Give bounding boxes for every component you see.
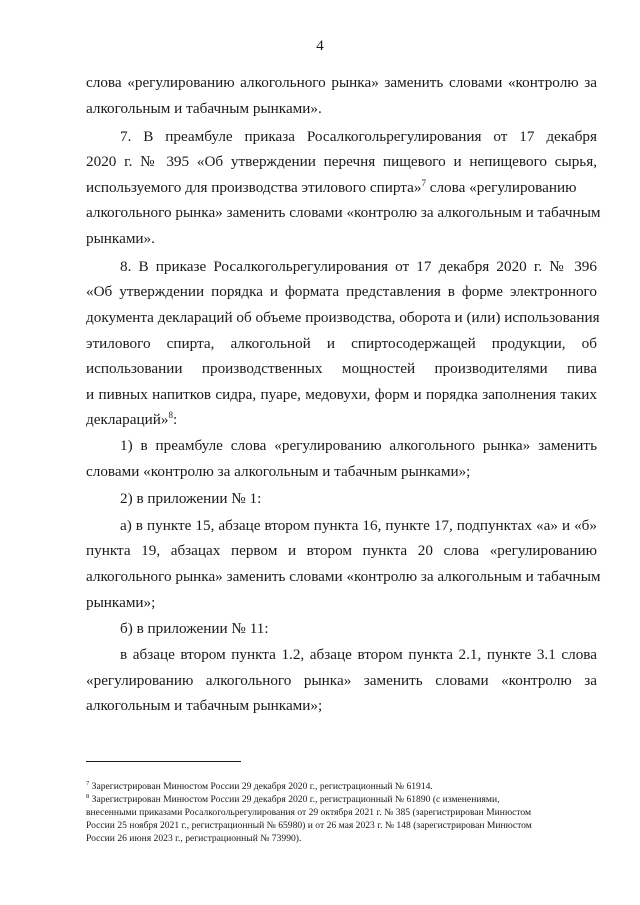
footnote-8-line: внесенными приказами Росалкогольрегулирования от 29 октября 2021 г. № 385 (зарегистрирован Минюстом xyxy=(86,807,532,818)
text-line: словами «контролю за алкогольным и табачным рынками»; xyxy=(86,463,471,480)
footnote-8 xyxy=(86,794,597,807)
subitem-2-line: 2) в приложении № 1: xyxy=(120,490,262,507)
text-line xyxy=(86,410,597,430)
footnote-7 xyxy=(86,781,597,794)
text-line: алкогольного рынка» заменить словами «контролю за алкогольным и табачным xyxy=(86,568,601,585)
footnote-ref-7: 7 xyxy=(421,177,426,188)
text-line: пункта 19, абзацах первом и втором пункта 20 слова «регулированию xyxy=(86,542,597,559)
page-number: 4 xyxy=(316,38,324,54)
footnote-8-line: России 26 июня 2023 г., регистрационный № 73990). xyxy=(86,833,302,844)
paragraph-line: в абзаце втором пункта 1.2, абзаце втором пункта 2.1, пункте 3.1 слова xyxy=(120,646,597,663)
text-line: использовании производственных мощностей производителями пива xyxy=(86,360,597,377)
text-line: 2020 г. № 395 «Об утверждении перечня пищевого и непищевого сырья, xyxy=(86,153,597,170)
subitem-b-line: б) в приложении № 11: xyxy=(120,620,269,637)
text-line: слова «регулированию алкогольного рынка» заменить словами «контролю за xyxy=(86,74,597,91)
text-line: документа деклараций об объеме производства, оборота и (или) использования xyxy=(86,309,600,326)
text-line: рынками». xyxy=(86,230,155,247)
footnote-divider xyxy=(86,761,241,762)
text-line: и пивных напитков сидра, пуаре, медовухи, форм и порядка заполнения таких xyxy=(86,386,597,403)
text-line: «Об утверждении порядка и формата представления в форме электронного xyxy=(86,283,597,300)
paragraph-7-line: 7. В преамбуле приказа Росалкогольрегулирования от 17 декабря xyxy=(120,128,597,145)
subitem-a-line: а) в пункте 15, абзаце втором пункта 16, пункте 17, подпунктах «а» и «б» xyxy=(120,517,597,534)
subitem-1-line: 1) в преамбуле слова «регулированию алкогольного рынка» заменить xyxy=(120,437,597,454)
footnote-ref-8: 8 xyxy=(168,409,173,420)
text-line: алкогольным и табачным рынками»; xyxy=(86,697,323,714)
footnote-text: Зарегистрирован Минюстом России 29 декабря 2020 г., регистрационный № 61890 (с изменениями, xyxy=(89,794,500,805)
text-line: этилового спирта, алкогольной и спиртосодержащей продукции, об xyxy=(86,335,597,352)
footnote-8-line: России 25 ноября 2021 г., регистрационный № 65980) и от 26 мая 2023 г. № 148 (зарегистрирован Минюстом xyxy=(86,820,532,831)
text-fragment: деклараций» xyxy=(86,411,169,428)
text-fragment: слова «регулированию xyxy=(425,179,577,196)
text-line: алкогольного рынка» заменить словами «контролю за алкогольным и табачным xyxy=(86,204,601,221)
footnote-text: Зарегистрирован Минюстом России 29 декабря 2020 г., регистрационный № 61914. xyxy=(89,781,433,792)
text-line xyxy=(86,178,597,198)
text-fragment: используемого для производства этилового спирта» xyxy=(86,179,422,196)
text-line: «регулированию алкогольного рынка» заменить словами «контролю за xyxy=(86,672,597,689)
text-line: алкогольным и табачным рынками». xyxy=(86,100,322,117)
text-fragment: : xyxy=(172,411,178,428)
footnote-mark: 8 xyxy=(86,792,90,800)
paragraph-8-line: 8. В приказе Росалкогольрегулирования от 17 декабря 2020 г. № 396 xyxy=(120,258,597,275)
footnote-mark: 7 xyxy=(86,779,90,787)
text-line: рынками»; xyxy=(86,594,156,611)
